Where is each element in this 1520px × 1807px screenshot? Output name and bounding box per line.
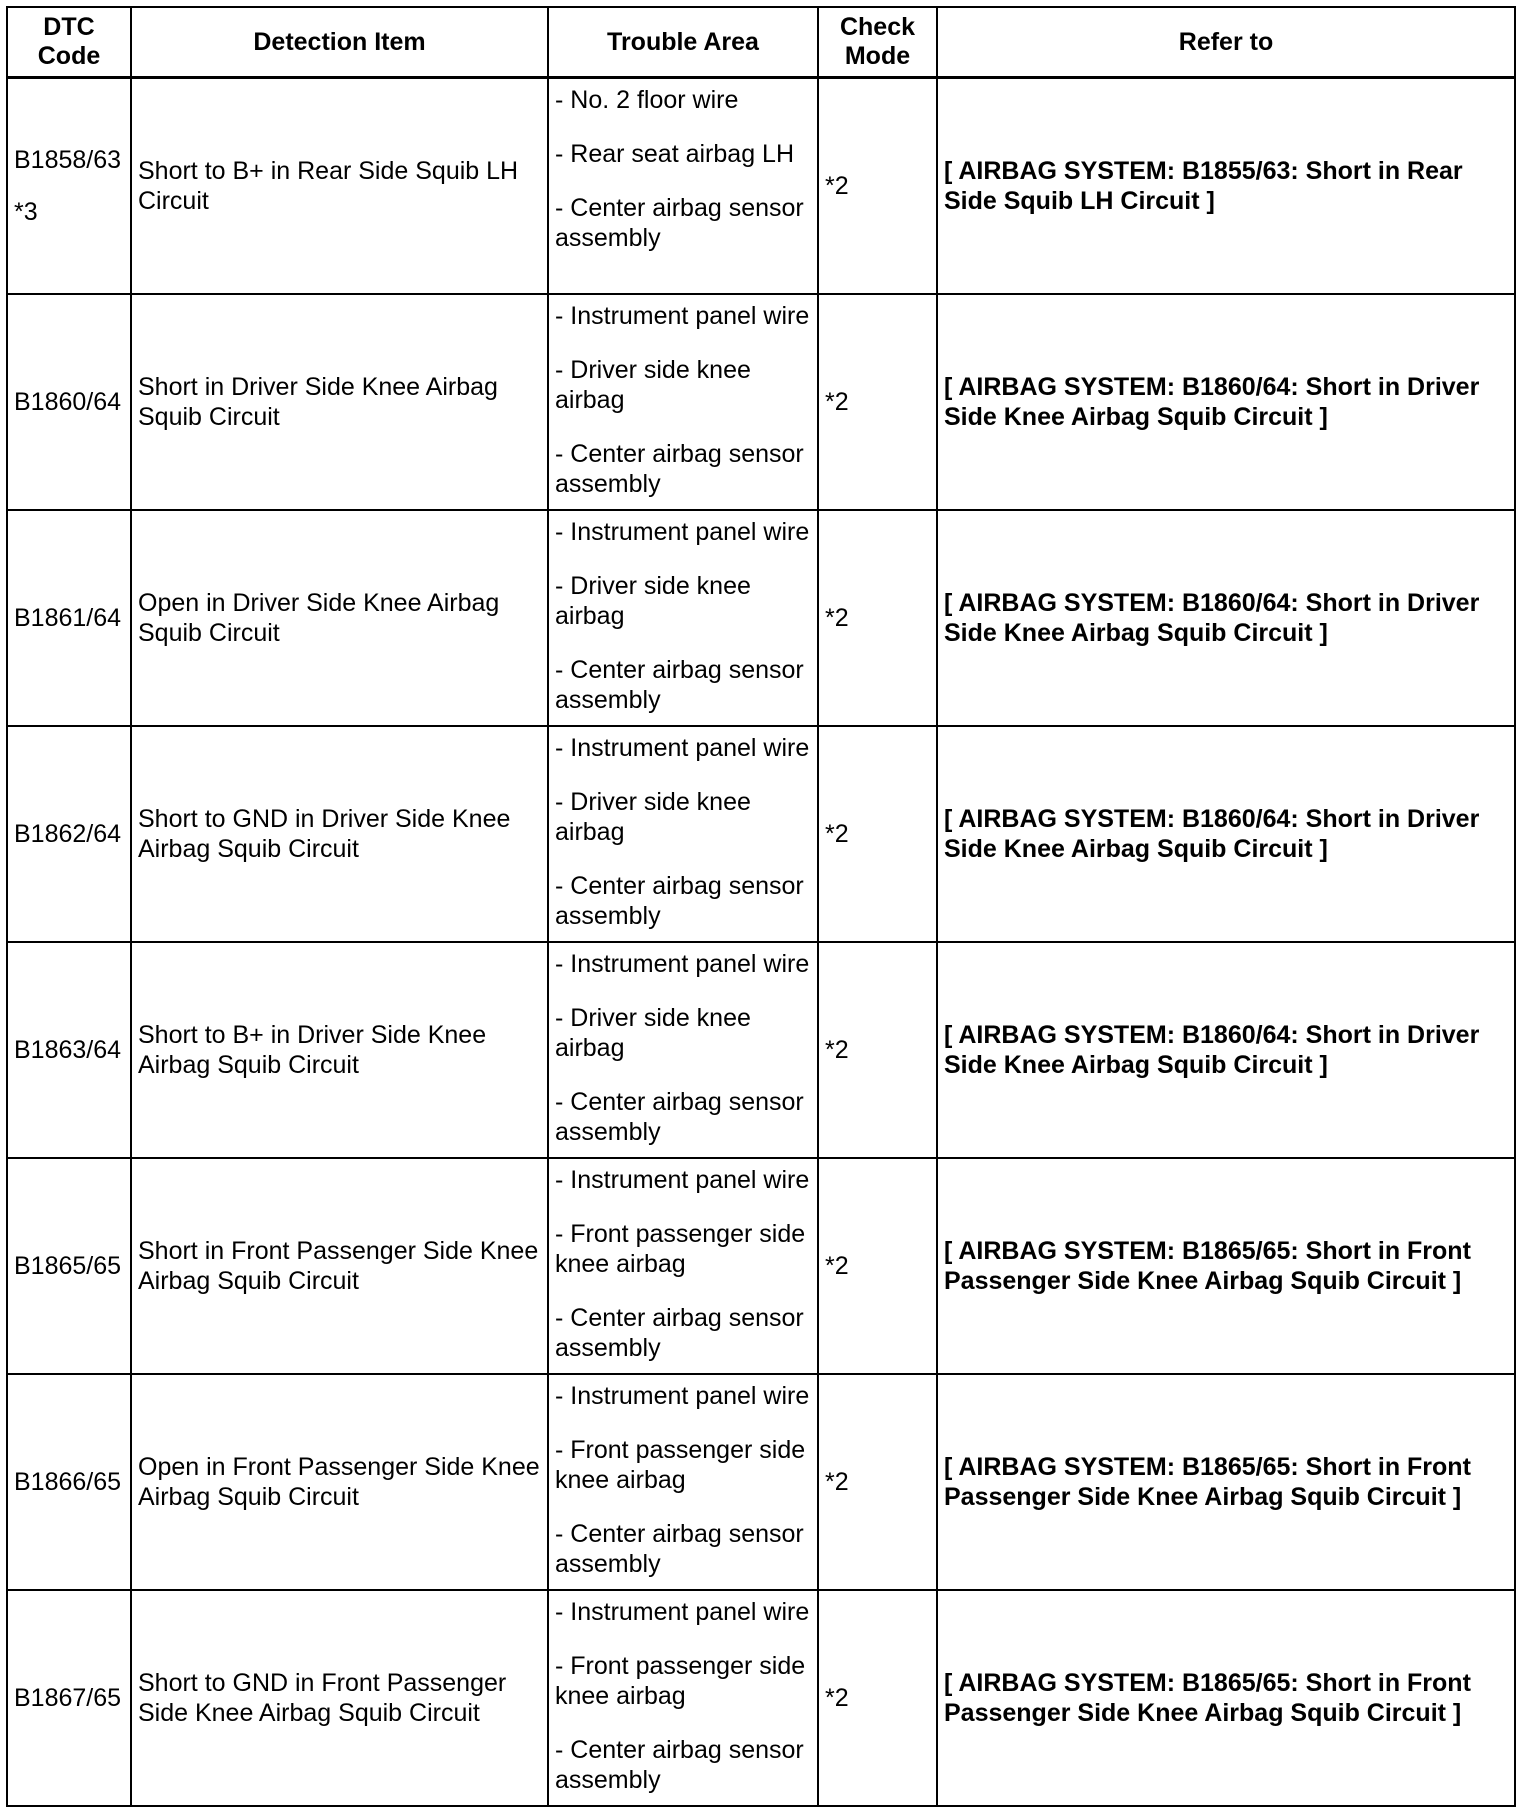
check-mode: *2 [818,1374,937,1590]
table-row [7,78,1515,295]
trouble-area-item: - Instrument panel wire [555,1382,810,1410]
trouble-area-item: - Instrument panel wire [555,1166,810,1194]
table-row [7,1590,1515,1806]
trouble-area-item: - Center airbag sensor assembly [555,1088,804,1146]
trouble-area [548,78,818,295]
header-row [7,7,1515,78]
header-check-mode-line2: Mode [844,42,911,70]
refer-to-link[interactable]: [ AIRBAG SYSTEM: B1860/64: Short in Driver Side Knee Airbag Squib Circuit ] [937,726,1515,942]
dtc-code: B1861/64 [7,510,131,726]
check-mode: *2 [818,78,937,295]
trouble-area-item: - Instrument panel wire [555,302,810,330]
detection-item: Open in Front Passenger Side Knee Airbag Squib Circuit [131,1374,548,1590]
trouble-area [548,1158,818,1374]
header-dtc-code-line2: Code [37,42,101,70]
trouble-area-item: - Driver side knee airbag [555,572,751,630]
trouble-area [548,726,818,942]
trouble-area-item: - Center airbag sensor assembly [555,656,804,714]
dtc-code: B1866/65 [7,1374,131,1590]
detection-item: Short in Front Passenger Side Knee Airbag Squib Circuit [131,1158,548,1374]
trouble-area-item: - Center airbag sensor assembly [555,440,804,498]
refer-to-link[interactable]: [ AIRBAG SYSTEM: B1855/63: Short in Rear Side Squib LH Circuit ] [937,78,1515,295]
trouble-area [548,294,818,510]
check-mode: *2 [818,1590,937,1806]
refer-to-link[interactable]: [ AIRBAG SYSTEM: B1865/65: Short in Front Passenger Side Knee Airbag Squib Circuit ] [937,1374,1515,1590]
check-mode: *2 [818,726,937,942]
table-row [7,1158,1515,1374]
trouble-area [548,942,818,1158]
table-row [7,1374,1515,1590]
header-trouble-area: Trouble Area [548,7,818,78]
trouble-area-item: - Instrument panel wire [555,1598,810,1626]
trouble-area-item: - Driver side knee airbag [555,1004,751,1062]
dtc-code: B1862/64 [7,726,131,942]
trouble-area-item: - Instrument panel wire [555,950,810,978]
dtc-code-cell [7,78,131,295]
header-check-mode-line1: Check [839,13,916,41]
trouble-area-item: - Front passenger side knee airbag [555,1436,806,1494]
header-refer-to: Refer to [937,7,1515,78]
refer-to-link[interactable]: [ AIRBAG SYSTEM: B1865/65: Short in Front Passenger Side Knee Airbag Squib Circuit ] [937,1590,1515,1806]
trouble-area-item: - Front passenger side knee airbag [555,1220,806,1278]
trouble-area-item: - Driver side knee airbag [555,788,751,846]
trouble-area-item: - Center airbag sensor assembly [555,1304,804,1362]
trouble-area-item: - Driver side knee airbag [555,356,751,414]
header-dtc-code-line1: DTC [43,13,95,41]
table-row [7,726,1515,942]
check-mode: *2 [818,942,937,1158]
check-mode: *2 [818,1158,937,1374]
trouble-area-item: - No. 2 floor wire [555,86,739,114]
check-mode: *2 [818,510,937,726]
trouble-area-item: - Rear seat airbag LH [555,140,795,168]
dtc-code: B1860/64 [7,294,131,510]
dtc-code: B1858/63 [14,146,122,174]
trouble-area-item: - Instrument panel wire [555,734,810,762]
refer-to-link[interactable]: [ AIRBAG SYSTEM: B1860/64: Short in Driver Side Knee Airbag Squib Circuit ] [937,942,1515,1158]
dtc-code: B1865/65 [7,1158,131,1374]
header-dtc-code [7,7,131,78]
trouble-area-item: - Center airbag sensor assembly [555,872,804,930]
detection-item: Short to B+ in Rear Side Squib LH Circuit [131,78,548,295]
header-check-mode [818,7,937,78]
refer-to-link[interactable]: [ AIRBAG SYSTEM: B1860/64: Short in Driver Side Knee Airbag Squib Circuit ] [937,294,1515,510]
detection-item: Short to GND in Driver Side Knee Airbag Squib Circuit [131,726,548,942]
trouble-area [548,510,818,726]
refer-to-link[interactable]: [ AIRBAG SYSTEM: B1860/64: Short in Driver Side Knee Airbag Squib Circuit ] [937,510,1515,726]
dtc-code: B1863/64 [7,942,131,1158]
detection-item: Short to GND in Front Passenger Side Knee Airbag Squib Circuit [131,1590,548,1806]
dtc-table [6,6,1516,1807]
trouble-area [548,1590,818,1806]
trouble-area-item: - Center airbag sensor assembly [555,1736,804,1794]
dtc-footnote: *3 [14,198,38,226]
table-row [7,942,1515,1158]
dtc-code: B1867/65 [7,1590,131,1806]
check-mode: *2 [818,294,937,510]
detection-item: Open in Driver Side Knee Airbag Squib Circuit [131,510,548,726]
trouble-area-item: - Front passenger side knee airbag [555,1652,806,1710]
detection-item: Short in Driver Side Knee Airbag Squib Circuit [131,294,548,510]
header-detection-item: Detection Item [131,7,548,78]
trouble-area-item: - Center airbag sensor assembly [555,1520,804,1578]
table-row [7,294,1515,510]
trouble-area-item: - Instrument panel wire [555,518,810,546]
table-row [7,510,1515,726]
trouble-area-item: - Center airbag sensor assembly [555,194,804,252]
trouble-area [548,1374,818,1590]
detection-item: Short to B+ in Driver Side Knee Airbag Squib Circuit [131,942,548,1158]
refer-to-link[interactable]: [ AIRBAG SYSTEM: B1865/65: Short in Front Passenger Side Knee Airbag Squib Circuit ] [937,1158,1515,1374]
